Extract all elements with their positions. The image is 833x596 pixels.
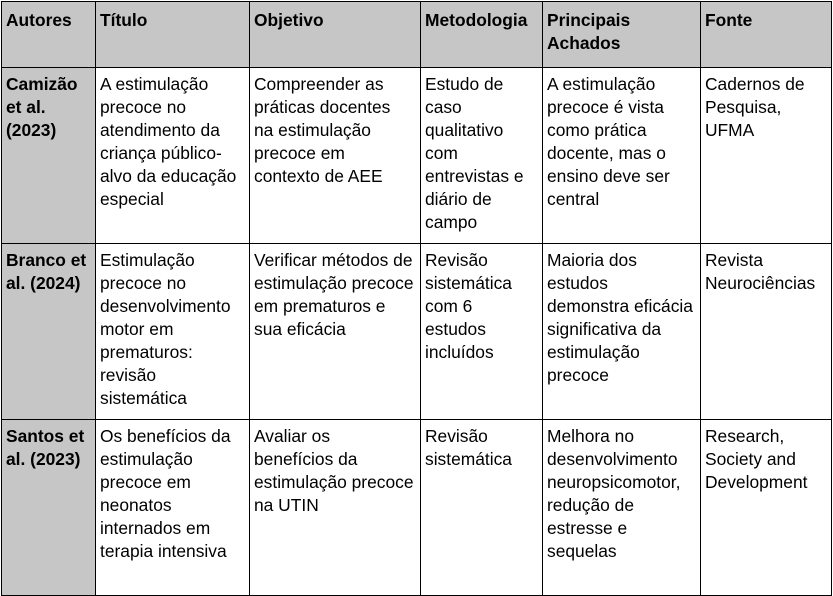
header-findings: Principais Achados [543, 2, 701, 68]
header-authors: Autores [2, 2, 96, 68]
table-header-row [2, 2, 832, 68]
cell-findings: A estimulação precoce é vista como prática docente, mas o ensino deve ser central [543, 68, 701, 244]
cell-title: A estimulação precoce no atendimento da criança público-alvo da educação especial [96, 68, 250, 244]
cell-authors: Santos et al. (2023) [2, 420, 96, 596]
table-row [2, 244, 832, 420]
cell-objective: Avaliar os benefícios da estimulação precoce na UTIN [250, 420, 421, 596]
table-row [2, 68, 832, 244]
header-methodology: Metodologia [421, 2, 543, 68]
header-source: Fonte [701, 2, 832, 68]
cell-source: Revista Neurociências [701, 244, 832, 420]
cell-findings: Melhora no desenvolvimento neuropsicomotor, redução de estresse e sequelas [543, 420, 701, 596]
cell-methodology: Revisão sistemática com 6 estudos incluídos [421, 244, 543, 420]
cell-methodology: Estudo de caso qualitativo com entrevistas e diário de campo [421, 68, 543, 244]
header-title: Título [96, 2, 250, 68]
cell-methodology: Revisão sistemática [421, 420, 543, 596]
cell-title: Estimulação precoce no desenvolvimento motor em prematuros: revisão sistemática [96, 244, 250, 420]
cell-findings: Maioria dos estudos demonstra eficácia significativa da estimulação precoce [543, 244, 701, 420]
cell-authors: Camizão et al. (2023) [2, 68, 96, 244]
cell-source: Research, Society and Development [701, 420, 832, 596]
cell-objective: Compreender as práticas docentes na estimulação precoce em contexto de AEE [250, 68, 421, 244]
header-objective: Objetivo [250, 2, 421, 68]
cell-objective: Verificar métodos de estimulação precoce em prematuros e sua eficácia [250, 244, 421, 420]
literature-review-table [1, 1, 832, 596]
table-row [2, 420, 832, 596]
cell-authors: Branco et al. (2024) [2, 244, 96, 420]
cell-title: Os benefícios da estimulação precoce em neonatos internados em terapia intensiva [96, 420, 250, 596]
cell-source: Cadernos de Pesquisa, UFMA [701, 68, 832, 244]
